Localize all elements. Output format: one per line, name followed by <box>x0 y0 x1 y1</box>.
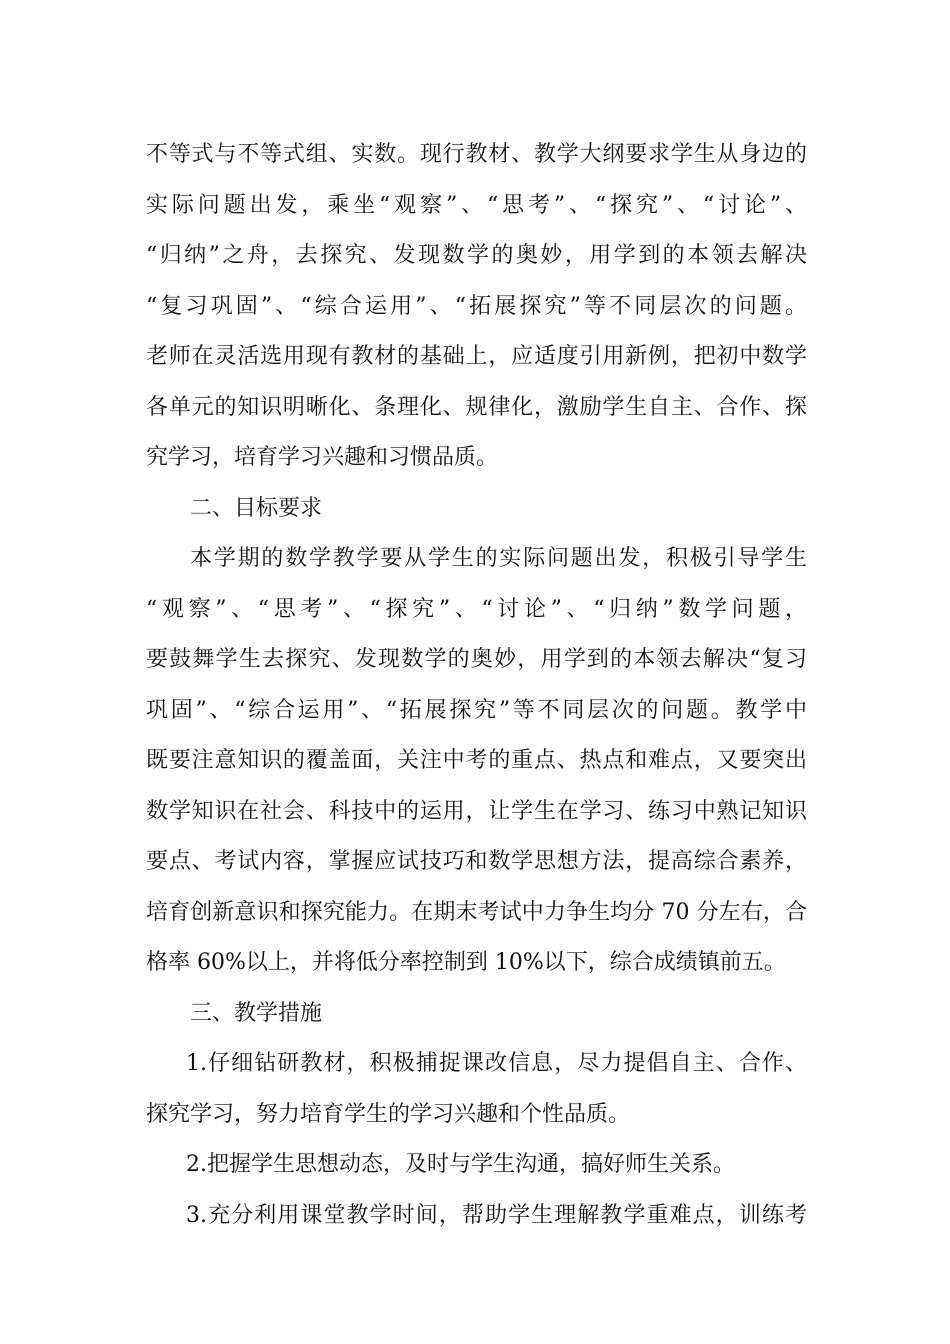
text-line: “复习巩固”、“综合运用”、“拓展探究”等不同层次的问题。 <box>146 293 807 319</box>
text-line: “归纳”之舟，去探究、发现数学的奥妙，用学到的本领去解决 <box>146 243 807 268</box>
text-line: 数学知识在社会、科技中的运用，让学生在学习、练习中熟记知识 <box>146 798 807 824</box>
document-body <box>146 130 807 1241</box>
text-line: 培育创新意识和探究能力。在期末考试中力争生均分 70 分左右，合 <box>146 899 807 925</box>
text-line: 不等式与不等式组、实数。现行教材、教学大纲要求学生从身边的 <box>146 142 807 167</box>
text-line: 巩固”、“综合运用”、“拓展探究”等不同层次的问题。教学中 <box>146 697 807 723</box>
list-item: 1.仔细钻研教材，积极捕捉课改信息，尽力提倡自主、合作、 <box>186 1051 807 1076</box>
section-heading: 二、目标要求 <box>190 495 323 521</box>
text-line: 各单元的知识明晰化、条理化、规律化，激励学生自主、合作、探 <box>146 394 807 420</box>
text-line: 要点、考试内容，掌握应试技巧和数学思想方法，提高综合素养， <box>146 849 807 874</box>
text-line: 要鼓舞学生去探究、发现数学的奥妙，用学到的本领去解决“复习 <box>146 647 807 672</box>
text-line: 老师在灵活选用现有教材的基础上，应适度引用新例，把初中数学 <box>146 344 807 369</box>
text-line: 格率 60%以上，并将低分率控制到 10%以下，综合成绩镇前五。 <box>146 950 786 975</box>
text-line: 既要注意知识的覆盖面，关注中考的重点、热点和难点，又要突出 <box>146 748 807 773</box>
text-line: 究学习，培育学习兴趣和习惯品质。 <box>146 445 499 470</box>
text-line: 本学期的数学教学要从学生的实际问题出发，积极引导学生 <box>190 546 807 571</box>
section-heading: 三、教学措施 <box>190 1000 323 1026</box>
list-item: 2.把握学生思想动态，及时与学生沟通，搞好师生关系。 <box>186 1152 735 1177</box>
list-item: 3.充分利用课堂教学时间，帮助学生理解教学重难点，训练考 <box>186 1202 807 1228</box>
text-line: 实际问题出发，乘坐“观察”、“思考”、“探究”、“讨论”、 <box>146 192 807 218</box>
text-line: 探究学习，努力培育学生的学习兴趣和个性品质。 <box>146 1101 631 1127</box>
text-line: “观察”、“思考”、“探究”、“讨论”、“归纳”数学问题， <box>146 596 807 622</box>
